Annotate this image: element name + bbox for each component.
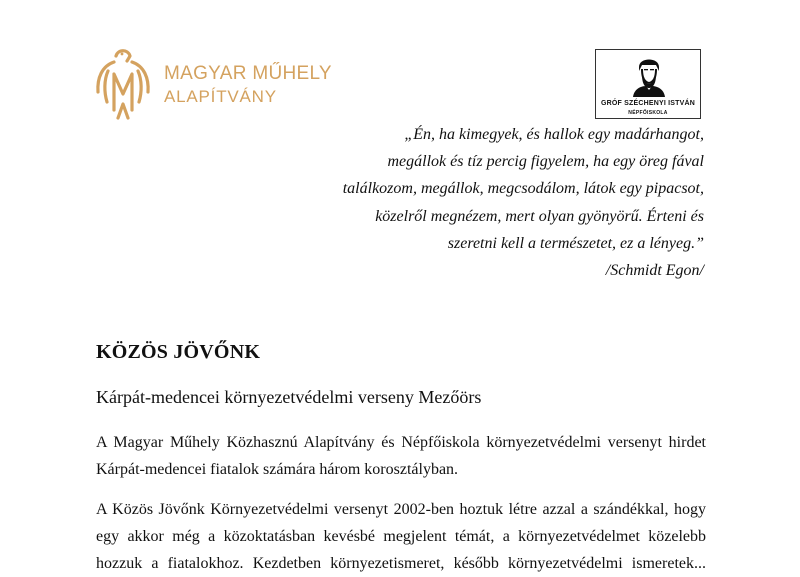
seal-name: GRÓF SZÉCHENYI ISTVÁN <box>600 100 696 107</box>
paragraph-line: A Magyar Műhely Közhasznú Alapítvány és Népfőiskola környezetvédelmi versenyt hirdet <box>96 434 706 451</box>
paragraph-line: Kárpát-medencei fiatalok számára három korosztályban. <box>96 461 459 478</box>
paragraph-1 <box>96 429 706 483</box>
quote-line: találkozom, megállok, megcsodálom, látok egy pipacsot, <box>342 180 704 198</box>
szechenyi-nepfoiskola-logo <box>595 49 701 119</box>
document-subtitle: Kárpát-medencei környezetvédelmi verseny Mezőörs <box>96 387 482 407</box>
logo-name: MAGYAR MŰHELY <box>164 62 332 84</box>
paragraph-line: hozzuk a fiatalokhoz. Kezdetben környezetismeret, később környezetvédelmi ismeretek... <box>96 555 706 572</box>
quote-line: közelről megnézem, mert olyan gyönyörű. Érteni és <box>375 207 704 225</box>
paragraph-line: A Közös Jövőnk Környezetvédelmi versenyt 2002-ben hoztuk létre azzal a szándékkal, hogy <box>96 501 706 518</box>
portrait-icon <box>629 55 669 97</box>
quote-line: szeretni kell a természetet, ez a lényeg.” <box>447 234 704 252</box>
quote-line: megállok és tíz percig figyelem, ha egy öreg fával <box>387 153 704 171</box>
document-title: KÖZÖS JÖVŐNK <box>96 341 261 363</box>
quote-block <box>324 121 704 284</box>
paragraph-line: egy akkor még a közoktatásban kevésbé megjelent témát, a környezetvédelmet közelebb <box>96 528 706 545</box>
eagle-icon <box>92 44 154 124</box>
quote-author: /Schmidt Egon/ <box>605 262 704 280</box>
magyar-muhely-logo <box>92 44 332 124</box>
logo-subname: ALAPÍTVÁNY <box>164 86 277 106</box>
quote-line: „Én, ha kimegyek, és hallok egy madárhangot, <box>404 126 704 143</box>
seal-subtitle: NÉPFŐISKOLA <box>628 110 668 116</box>
paragraph-2 <box>96 496 706 577</box>
